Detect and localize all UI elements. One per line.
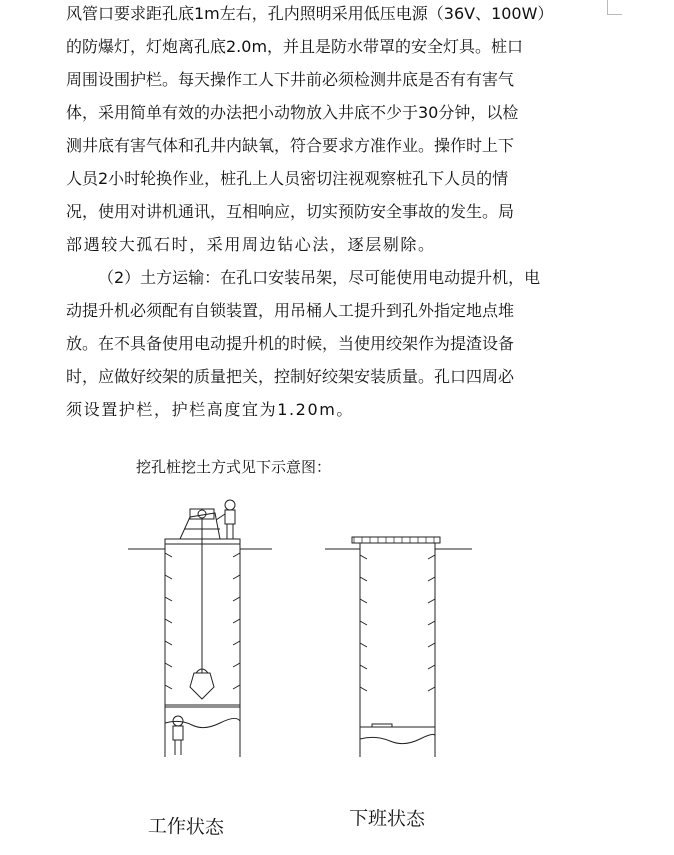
paragraph2-line: 动提升机必须配有自锁装置，用吊桶人工提升到孔外指定地点堆 [66, 301, 515, 320]
paragraph2-line: 放。在不具备使用电动提升机的时候，当使用绞架作为提渣设备 [66, 334, 515, 353]
paragraph1-line: 部遇较大孤石时，采用周边钻心法，逐层剔除。 [66, 235, 436, 254]
paragraph1-line: 体，采用简单有效的办法把小动物放入井底不少于30分钟，以检 [66, 103, 519, 122]
paragraph1-line: 测井底有害气体和孔井内缺氧，符合要求方准作业。操作时上下 [66, 136, 515, 155]
off-duty-state-shaft [325, 537, 472, 757]
paragraph2-line: 时，应做好绞架的质量把关，控制好绞架安装质量。孔口四周必 [66, 367, 515, 386]
paragraph1-line: 况，使用对讲机通讯，互相响应，切实预防安全事故的发生。局 [66, 202, 515, 221]
figure-caption: 挖孔桩挖土方式见下示意图： [136, 458, 332, 476]
working-state-label: 工作状态 [147, 815, 225, 839]
paragraph2-line: （2）土方运输：在孔口安装吊架，尽可能使用电动提升机，电 [98, 268, 541, 287]
off-duty-state-label: 下班状态 [348, 807, 426, 831]
working-state-shaft [128, 500, 272, 757]
paragraph1-line: 的防爆灯，灯炮离孔底2.0m，并且是防水带罩的安全灯具。桩口 [66, 37, 524, 56]
paragraph1-line: 周围设围护栏。每天操作工人下井前必须检测井底是否有有害气 [66, 70, 515, 89]
paragraph2-line: 须设置护栏，护栏高度宜为1.20m。 [66, 400, 355, 419]
pile-excavation-diagram [120, 495, 480, 765]
body-text [66, 6, 614, 435]
paragraph1-line: 风管口要求距孔底1m左右，孔内照明采用低压电源（36V、100W） [66, 4, 554, 23]
paragraph1-line: 人员2小时轮换作业，桩孔上人员密切注视观察桩孔下人员的情 [66, 169, 509, 188]
